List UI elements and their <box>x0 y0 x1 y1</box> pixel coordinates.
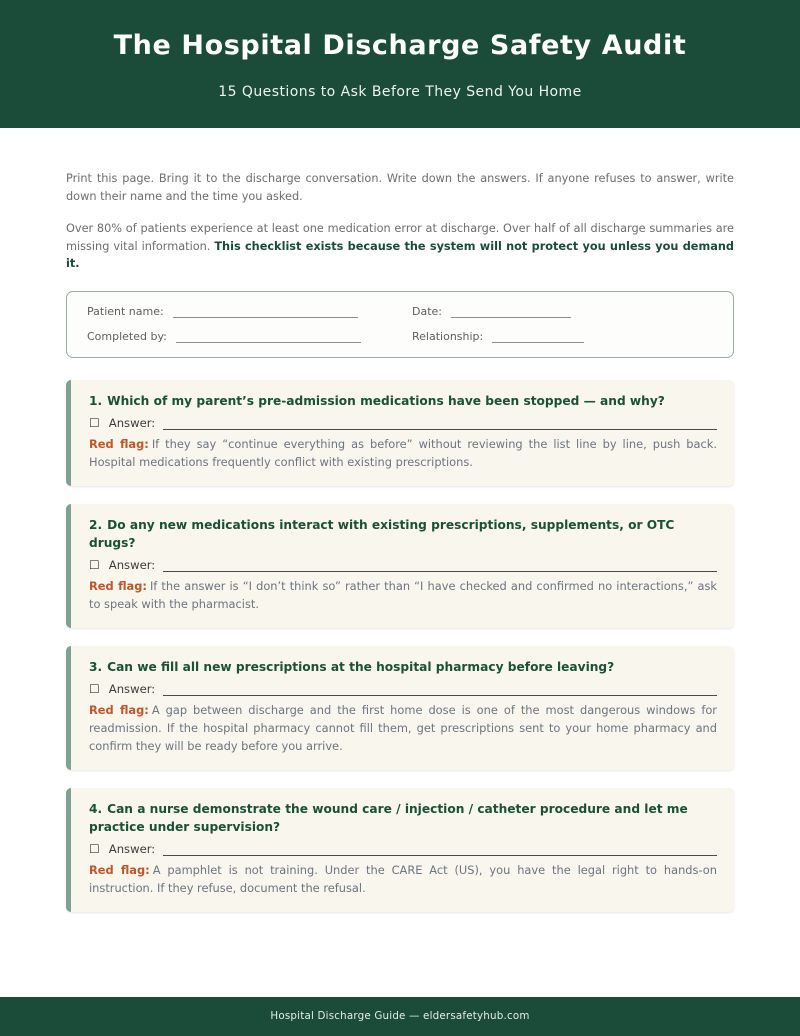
footer-text: Hospital Discharge Guide — eldersafetyhub.com <box>270 1010 530 1022</box>
completed-by-field[interactable] <box>87 330 412 343</box>
question-text: Which of my parent’s pre-admission medications have been stopped — and why? <box>107 393 665 408</box>
red-flag-text: If they say “continue everything as before” without reviewing the list line by line, push back. Hospital medications frequently conflict with existing prescriptions. <box>89 437 717 470</box>
answer-row[interactable] <box>89 558 717 572</box>
answer-row[interactable] <box>89 682 717 696</box>
page-title: The Hospital Discharge Safety Audit <box>113 30 687 61</box>
answer-input-line[interactable] <box>163 418 717 430</box>
question-title <box>89 659 717 676</box>
answer-input-line[interactable] <box>163 684 717 696</box>
question-text: Can a nurse demonstrate the wound care / injection / catheter procedure and let me practice under supervision? <box>89 802 688 834</box>
answer-input-line[interactable] <box>163 844 717 856</box>
question-card <box>66 504 734 628</box>
checkbox-icon[interactable]: ☐ <box>89 682 100 697</box>
red-flag-label: Red flag: <box>89 862 150 877</box>
page-subtitle: 15 Questions to Ask Before They Send You Home <box>218 84 582 101</box>
date-input-line[interactable] <box>451 307 571 318</box>
answer-input-line[interactable] <box>163 560 717 572</box>
question-card <box>66 646 734 770</box>
question-number: 2. <box>89 518 103 533</box>
red-flag-text: If the answer is “I don’t think so” rather than “I have checked and confirmed no interactions,” ask to speak with the pharmacist. <box>89 578 717 611</box>
question-title <box>89 801 717 836</box>
answer-row[interactable] <box>89 416 717 430</box>
patient-name-label: Patient name: <box>87 304 164 318</box>
completed-by-label: Completed by: <box>87 329 167 343</box>
page-content <box>0 128 800 912</box>
red-flag-text: A gap between discharge and the first home dose is one of the most dangerous windows for readmission. If the hospital pharmacy cannot fill them, get prescriptions sent to your home pharmacy and confirm they will be ready before you arrive. <box>89 703 717 754</box>
red-flag-label: Red flag: <box>89 578 147 593</box>
intro-paragraph-1: Print this page. Bring it to the discharge conversation. Write down the answers. If anyone refuses to answer, write down their name and the time you asked. <box>66 172 734 203</box>
completed-by-input-line[interactable] <box>176 332 361 343</box>
page-footer <box>0 997 800 1036</box>
relationship-field[interactable] <box>412 330 713 343</box>
question-text: Do any new medications interact with existing prescriptions, supplements, or OTC drugs? <box>89 518 675 550</box>
questions-list <box>66 380 734 912</box>
answer-row[interactable] <box>89 842 717 856</box>
question-card <box>66 788 734 912</box>
relationship-label: Relationship: <box>412 329 484 343</box>
patient-name-field[interactable] <box>87 305 412 318</box>
red-flag-label: Red flag: <box>89 703 149 718</box>
answer-label: Answer: <box>108 557 156 572</box>
question-number: 4. <box>89 802 103 817</box>
intro-paragraph-2 <box>66 220 734 273</box>
patient-info-box <box>66 291 734 358</box>
question-title <box>89 393 717 410</box>
relationship-input-line[interactable] <box>492 332 584 343</box>
page-header <box>0 0 800 128</box>
answer-label: Answer: <box>108 682 156 697</box>
red-flag-note <box>89 701 717 755</box>
red-flag-note <box>89 577 717 613</box>
question-text: Can we fill all new prescriptions at the hospital pharmacy before leaving? <box>107 659 615 674</box>
checkbox-icon[interactable]: ☐ <box>89 841 100 856</box>
date-field[interactable] <box>412 305 713 318</box>
checkbox-icon[interactable]: ☐ <box>89 557 100 572</box>
question-number: 3. <box>89 659 103 674</box>
info-row <box>87 305 713 318</box>
answer-label: Answer: <box>108 416 156 431</box>
info-row <box>87 330 713 343</box>
date-label: Date: <box>412 304 442 318</box>
question-title <box>89 517 717 552</box>
intro-paragraph-2-plain: Over 80% of patients experience at least one medication error at discharge. Over half of all discharge summaries are missing vital information. <box>66 222 734 253</box>
red-flag-note <box>89 861 717 897</box>
question-card <box>66 380 734 486</box>
intro-paragraph-2-emphasis: This checklist exists because the system will not protect you unless you demand it. <box>66 239 734 271</box>
checkbox-icon[interactable]: ☐ <box>89 416 100 431</box>
red-flag-text: A pamphlet is not training. Under the CARE Act (US), you have the legal right to hands-on instruction. If they refuse, document the refusal. <box>89 862 717 895</box>
red-flag-note <box>89 435 717 471</box>
question-number: 1. <box>89 393 103 408</box>
answer-label: Answer: <box>108 841 156 856</box>
patient-name-input-line[interactable] <box>173 307 358 318</box>
red-flag-label: Red flag: <box>89 437 149 452</box>
